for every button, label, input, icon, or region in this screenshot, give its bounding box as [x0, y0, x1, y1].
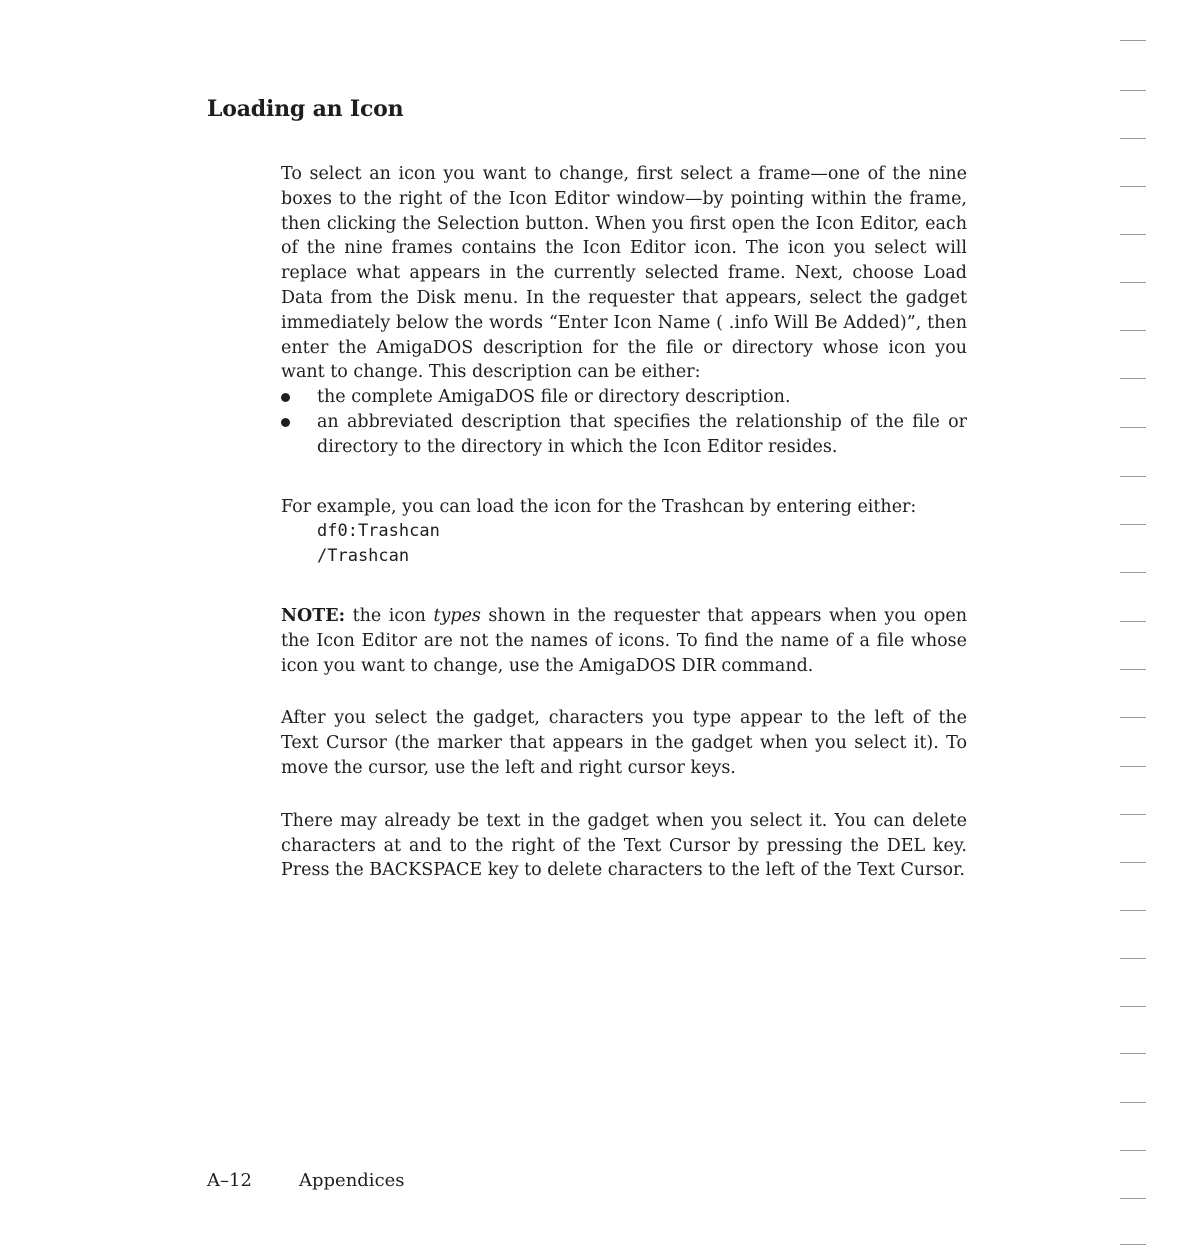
note-text-before: the icon — [345, 605, 434, 626]
edge-tick — [1120, 1053, 1146, 1054]
edge-tick — [1120, 1150, 1146, 1151]
example-intro: For example, you can load the icon for the Trashcan by entering either: — [281, 496, 917, 517]
edge-tick — [1120, 330, 1146, 331]
edge-tick — [1120, 572, 1146, 573]
note-paragraph — [281, 604, 967, 678]
note-text-after: shown in the requester that appears when you open the Icon Editor are not the names of icons. To find the name of a file whose icon you want to change, use the AmigaDOS DIR command. — [281, 605, 967, 676]
edge-tick — [1120, 1244, 1146, 1245]
bullet-text: an abbreviated description that specifies the relationship of the file or directory to the directory in which the Icon Editor resides. — [317, 411, 967, 457]
edge-tick — [1120, 234, 1146, 235]
edge-tick — [1120, 669, 1146, 670]
section-heading: Loading an Icon — [207, 96, 404, 122]
bullet-item — [281, 410, 967, 460]
edge-tick — [1120, 621, 1146, 622]
page-number: A–12 — [207, 1170, 252, 1191]
note-emphasis: types — [433, 605, 481, 626]
bullet-icon — [281, 393, 290, 402]
bullet-icon — [281, 418, 290, 427]
edge-tick — [1120, 378, 1146, 379]
edge-tick — [1120, 90, 1146, 91]
edge-tick — [1120, 1102, 1146, 1103]
edge-tick — [1120, 476, 1146, 477]
binding-edge-marks — [1048, 0, 1188, 1258]
edge-tick — [1120, 717, 1146, 718]
edge-tick — [1120, 910, 1146, 911]
edge-tick — [1120, 766, 1146, 767]
edge-tick — [1120, 186, 1146, 187]
delete-keys-paragraph: There may already be text in the gadget when you select it. You can delete characters at and to the right of the Text Cursor by pressing the DEL key. Press the BACKSPACE key to delete characters to the left of the Text Cursor. — [281, 810, 967, 881]
intro-paragraph: To select an icon you want to change, first select a frame—one of the nine boxes to the right of the Icon Editor window—by pointing within the frame, then clicking the Selection button. When you first open the Icon Editor, each of the nine frames contains the Icon Editor icon. The icon you select will replace what appears in the currently selected frame. Next, choose Load Data from the Disk menu. In the requester that appears, select the gadget immediately below the words “Enter Icon Name ( .info Will Be Added)”, then enter the AmigaDOS description for the file or directory whose icon you want to change. This description can be either: — [281, 164, 967, 383]
edge-tick — [1120, 282, 1146, 283]
edge-tick — [1120, 427, 1146, 428]
edge-tick — [1120, 40, 1146, 41]
text-cursor-paragraph: After you select the gadget, characters you type appear to the left of the Text Cursor (the marker that appears in the gadget when you select it). To move the cursor, use the left and right cursor keys. — [281, 708, 967, 778]
edge-tick — [1120, 138, 1146, 139]
bullet-text: the complete AmigaDOS file or directory description. — [317, 387, 791, 408]
edge-tick — [1120, 524, 1146, 525]
edge-tick — [1120, 958, 1146, 959]
bullet-item — [281, 385, 967, 410]
body-text — [281, 162, 967, 883]
edge-tick — [1120, 1198, 1146, 1199]
code-example: df0:Trashcan — [317, 521, 440, 542]
code-example: /Trashcan — [317, 546, 410, 567]
edge-tick — [1120, 862, 1146, 863]
note-label: NOTE: — [281, 605, 346, 626]
edge-tick — [1120, 1006, 1146, 1007]
footer-section-title: Appendices — [299, 1170, 405, 1191]
edge-tick — [1120, 814, 1146, 815]
